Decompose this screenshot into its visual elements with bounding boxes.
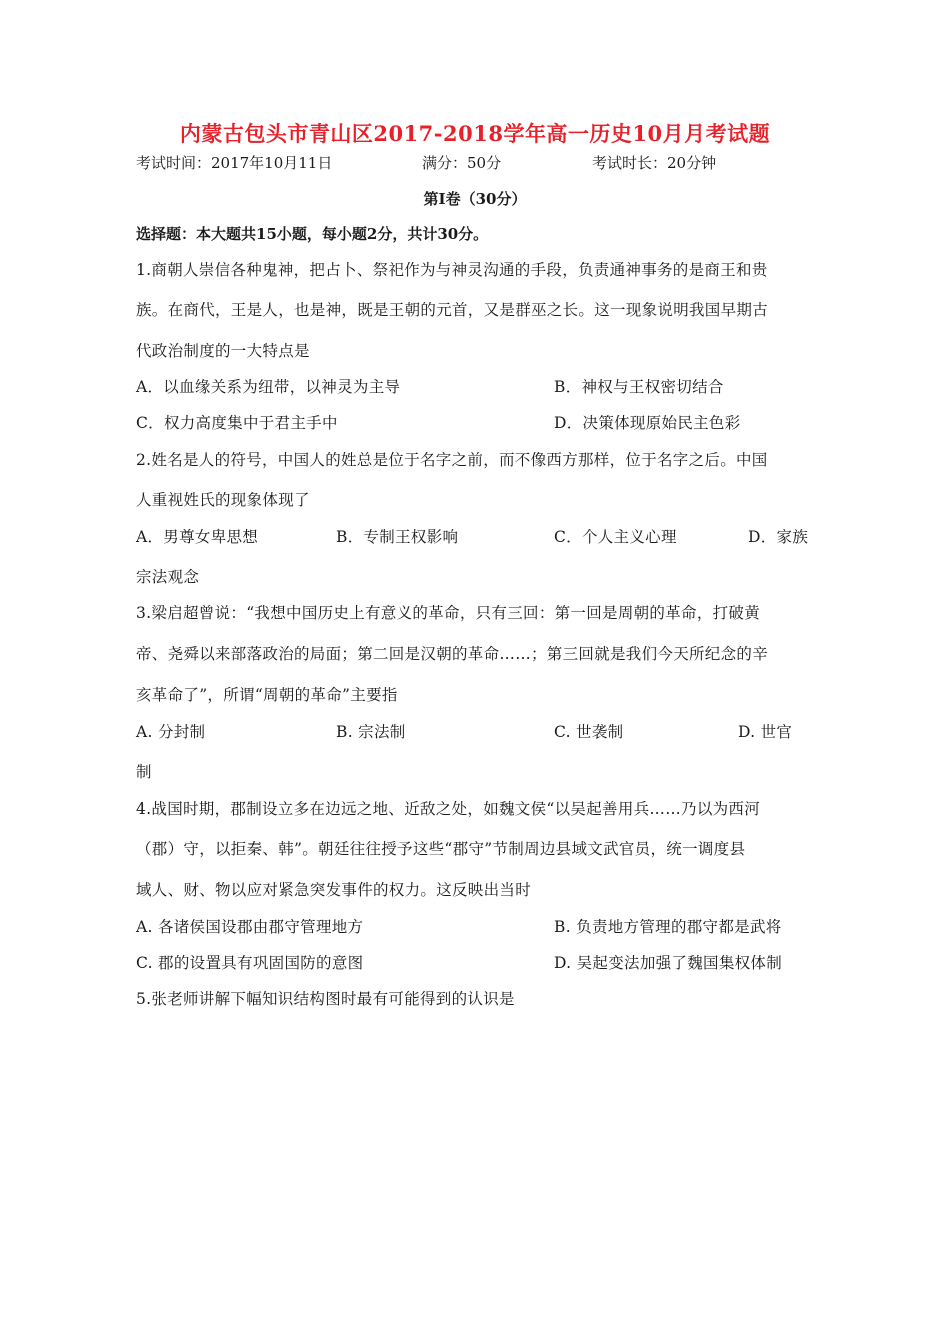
q1-option-b: B．神权与王权密切结合 bbox=[554, 378, 724, 396]
q3-option-d: D. 世官 bbox=[738, 723, 793, 741]
section-heading: 第Ⅰ卷（30分） bbox=[423, 190, 527, 208]
page-title: 内蒙古包头市青山区2017-2018学年高一历史10月月考试题 bbox=[179, 121, 771, 146]
q2-option-a: A．男尊女卑思想 bbox=[136, 528, 259, 546]
q4-option-a: A. 各诸侯国设郡由郡守管理地方 bbox=[136, 918, 364, 936]
q1-line-2: 族。在商代，王是人，也是神，既是王朝的元首，又是群巫之长。这一现象说明我国早期古 bbox=[136, 301, 769, 319]
q5-line-1: 5.张老师讲解下幅知识结构图时最有可能得到的认识是 bbox=[136, 990, 515, 1008]
q1-line-1: 1.商朝人崇信各种鬼神，把占卜、祭祀作为与神灵沟通的手段，负责通神事务的是商王和贵 bbox=[136, 261, 768, 279]
q2-option-d: D．家族 bbox=[748, 528, 809, 546]
q3-line-2: 帝、尧舜以来部落政治的局面；第二回是汉朝的革命……；第三回就是我们今天所纪念的辛 bbox=[136, 645, 769, 663]
q2-line-2: 人重视姓氏的现象体现了 bbox=[136, 491, 310, 509]
q1-line-3: 代政治制度的一大特点是 bbox=[136, 342, 310, 360]
q4-line-2: （郡）守，以拒秦、韩”。朝廷往往授予这些“郡守”节制周边县域文武官员，统一调度县 bbox=[136, 840, 746, 858]
q4-option-c: C. 郡的设置具有巩固国防的意图 bbox=[136, 954, 364, 972]
q1-option-a: A．以血缘关系为纽带，以神灵为主导 bbox=[136, 378, 401, 396]
q4-line-3: 域人、财、物以应对紧急突发事件的权力。这反映出当时 bbox=[136, 881, 532, 899]
q4-option-b: B. 负责地方管理的郡守都是武将 bbox=[554, 918, 782, 936]
q2-option-d-continued: 宗法观念 bbox=[136, 568, 200, 586]
exam-time: 考试时间：2017年10月11日 bbox=[136, 154, 333, 172]
q2-line-1: 2.姓名是人的符号，中国人的姓总是位于名字之前，而不像西方那样，位于名字之后。中国 bbox=[136, 451, 768, 469]
q4-line-1: 4.战国时期，郡制设立多在边远之地、近敌之处，如魏文侯“以吴起善用兵……乃以为西河 bbox=[136, 800, 761, 818]
q3-option-b: B. 宗法制 bbox=[336, 723, 406, 741]
q2-option-c: C．个人主义心理 bbox=[554, 528, 677, 546]
q1-option-c: C．权力高度集中于君主手中 bbox=[136, 414, 338, 432]
full-score: 满分：50分 bbox=[422, 154, 502, 172]
q4-option-d: D. 吴起变法加强了魏国集权体制 bbox=[554, 954, 783, 972]
q3-option-a: A. 分封制 bbox=[136, 723, 206, 741]
exam-duration: 考试时长：20分钟 bbox=[592, 154, 717, 172]
q3-option-c: C. 世袭制 bbox=[554, 723, 624, 741]
instructions: 选择题：本大题共15小题，每小题2分，共计30分。 bbox=[136, 225, 489, 243]
q2-option-b: B．专制王权影响 bbox=[336, 528, 459, 546]
q3-option-d-continued: 制 bbox=[136, 763, 152, 781]
q1-option-d: D．决策体现原始民主色彩 bbox=[554, 414, 741, 432]
q3-line-3: 亥革命了”，所谓“周朝的革命”主要指 bbox=[136, 686, 398, 704]
q3-line-1: 3.梁启超曾说：“我想中国历史上有意义的革命，只有三回：第一回是周朝的革命，打破黄 bbox=[136, 604, 761, 622]
